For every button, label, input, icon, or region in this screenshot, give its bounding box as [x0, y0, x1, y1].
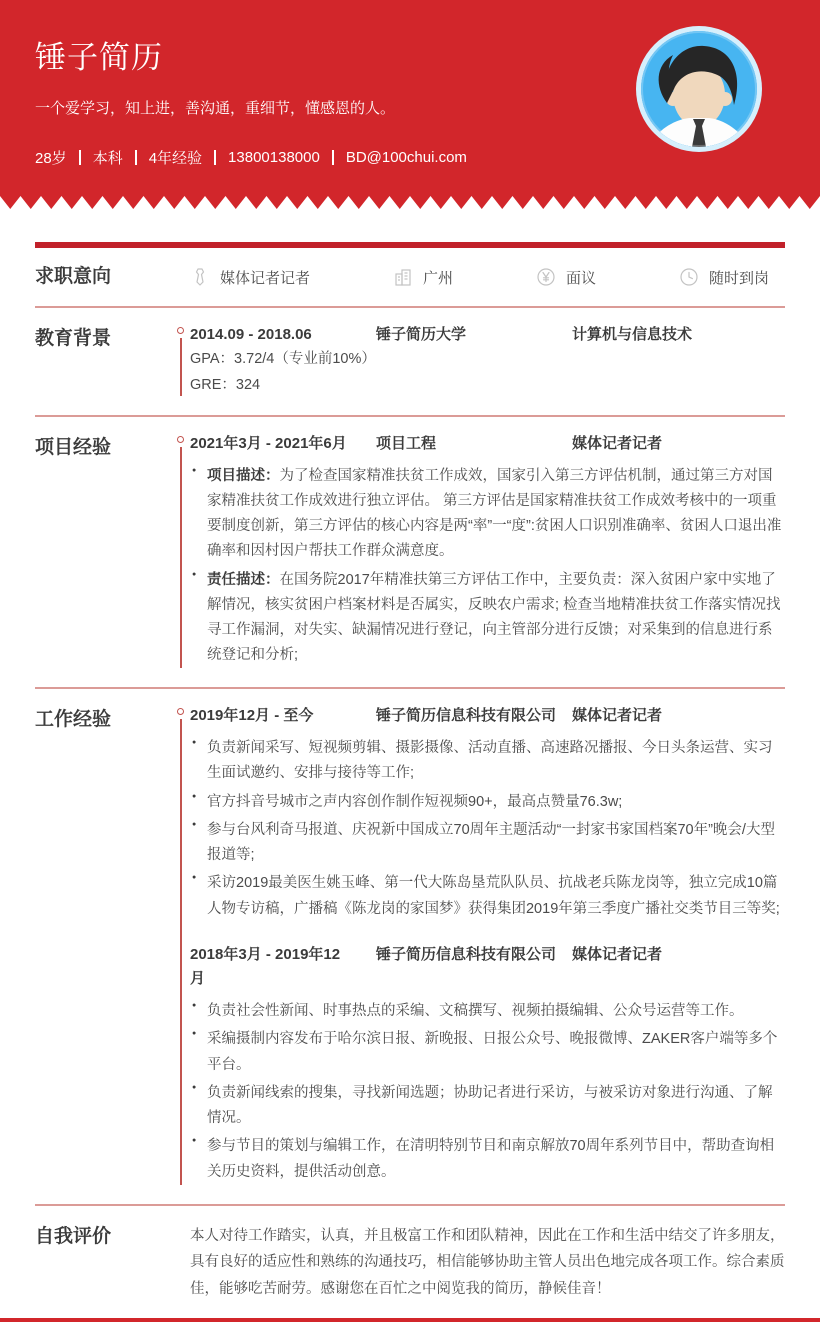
projects-content — [190, 432, 785, 672]
job-intention-items — [190, 267, 785, 288]
intention-city — [393, 267, 453, 288]
info-experience: 4年经验 — [148, 150, 203, 167]
project-name: 项目工程 — [376, 434, 437, 452]
candidate-name: 锤子简历 — [35, 40, 163, 75]
education-content — [190, 323, 785, 399]
info-email: BD@100chui.com — [345, 149, 467, 166]
bullet-text: 为了检查国家精准扶贫工作成效，国家引入第三方评估机制，通过第三方对国家精准扶贫工作成效进行独立评估。 第三方评估是国家精准扶贫工作成效考核中的一项重要制度创新，第三方评估的核心内容是两“率”一“度”:贫困人口识别准确率、贫困人口退出准确率和因村因户帮扶工作群众满意度。 — [207, 467, 782, 560]
self-evaluation-text: 本人对待工作踏实，认真，并且极富工作和团队精神，因此在工作和生活中结交了许多朋友，具有良好的适应性和熟练的沟通技巧，相信能够协助主管人员出色地完成各项工作。综合素质佳，能够吃苦耐劳。感谢您在百忙之中阅览我的简历，静候佳音！ — [190, 1227, 785, 1297]
section-title-job-intention: 求职意向 — [35, 266, 112, 287]
section-title-education: 教育背景 — [35, 327, 112, 349]
project-period: 2021年3月 - 2021年6月 — [190, 434, 347, 452]
work-role: 媒体记者记者 — [572, 945, 663, 963]
tie-icon — [190, 267, 210, 287]
education-entry — [190, 323, 785, 399]
section-title-projects: 项目经验 — [35, 436, 112, 458]
section-title-work: 工作经验 — [35, 709, 112, 731]
intention-salary — [536, 267, 596, 288]
resume-body — [0, 209, 820, 1318]
intention-availability — [679, 267, 769, 288]
self-evaluation-content — [190, 1221, 785, 1302]
work-bullet-list — [190, 999, 785, 1185]
intention-city-label: 广州 — [422, 269, 453, 287]
work-role: 媒体记者记者 — [572, 707, 663, 725]
work-bullet: ● 采编摄制内容发布于哈尔滨日报、新晚报、日报公众号、晚报微博、ZAKER客户端等多个平台。 — [207, 1027, 785, 1077]
section-work — [35, 689, 785, 1203]
candidate-tagline: 一个爱学习，知上进，善沟通，重细节，懂感恩的人。 — [35, 100, 396, 117]
zigzag-edge — [0, 196, 820, 209]
education-gpa: GPA：3.72/4（专业前10%） — [190, 351, 376, 368]
intention-position-label: 媒体记者记者 — [220, 269, 311, 287]
work-content — [190, 704, 785, 1187]
work-bullet: ● 参与台风利奇马报道、庆祝新中国成立70周年主题活动“一封家书家国档案70年”晚会/大型报道等; — [207, 818, 785, 868]
work-bullet-list — [190, 736, 785, 922]
education-school: 锤子简历大学 — [376, 325, 467, 343]
work-entry — [190, 943, 785, 1185]
header-text-block — [35, 26, 467, 168]
education-gre: GRE：324 — [190, 377, 261, 394]
resume-header — [0, 0, 820, 196]
info-age: 28岁 — [35, 150, 67, 167]
basic-info-row — [35, 147, 467, 168]
section-self-evaluation — [35, 1206, 785, 1318]
work-bullet: ● 官方抖音号城市之声内容创作制作短视频90+，最高点赞量76.3w; — [207, 790, 785, 815]
work-bullet: ● 负责社会性新闻、时事热点的采编、文稿撰写、视频拍摄编辑、公众号运营等工作。 — [207, 999, 785, 1024]
intention-availability-label: 随时到岗 — [708, 269, 769, 287]
info-separator — [332, 150, 334, 165]
work-bullet: ● 参与节目的策划与编辑工作，在清明特别节目和南京解放70周年系列节目中，帮助查询相关历史资料，提供活动创意。 — [207, 1134, 785, 1184]
info-separator — [214, 150, 216, 165]
work-bullet: ● 负责新闻线索的搜集，寻找新闻选题；协助记者进行采访，与被采访对象进行沟通、了解情况。 — [207, 1081, 785, 1131]
intention-salary-label: 面议 — [565, 269, 596, 287]
avatar-illustration-icon — [641, 31, 757, 147]
clock-icon — [679, 267, 699, 287]
work-entry — [190, 704, 785, 921]
work-period: 2018年3月 - 2019年12月 — [190, 945, 341, 988]
project-bullet — [207, 568, 785, 669]
project-role: 媒体记者记者 — [572, 434, 663, 452]
work-company: 锤子简历信息科技有限公司 — [376, 707, 557, 725]
info-separator — [79, 150, 81, 165]
work-bullet: ● 采访2019最美医生姚玉峰、第一代大陈岛垦荒队队员、抗战老兵陈龙岗等，独立完成10篇人物专访稿，广播稿《陈龙岗的家国梦》获得集团2019年第三季度广播社交类节目三等奖; — [207, 871, 785, 921]
project-bullet-list — [190, 464, 785, 669]
bullet-label: 责任描述： — [207, 571, 280, 588]
info-phone: 13800138000 — [228, 149, 320, 166]
bottom-accent-bar — [0, 1318, 820, 1322]
section-projects — [35, 417, 785, 688]
section-job-intention — [35, 248, 785, 306]
building-icon — [393, 267, 413, 287]
education-period: 2014.09 - 2018.06 — [190, 325, 312, 343]
bullet-text: 在国务院2017年精准扶第三方评估工作中，主要负责：深入贫困户家中实地了解情况，核实贫困户档案材料是否属实，反映农户需求; 检查当地精准扶贫工作落实情况找寻工作漏洞，对失实、缺漏情况进行登记，向主管部分进行反馈；对采集到的信息进行系统登记和分析; — [207, 571, 781, 664]
info-degree: 本科 — [92, 150, 123, 167]
section-education — [35, 308, 785, 415]
info-separator — [135, 150, 137, 165]
project-entry — [190, 432, 785, 669]
section-title-self-evaluation: 自我评价 — [35, 1225, 112, 1247]
bullet-label: 项目描述： — [207, 467, 280, 484]
education-major: 计算机与信息技术 — [572, 325, 693, 343]
intention-position — [190, 267, 310, 288]
avatar — [636, 26, 762, 152]
work-period: 2019年12月 - 至今 — [190, 707, 314, 725]
work-company: 锤子简历信息科技有限公司 — [376, 945, 557, 963]
project-bullet — [207, 464, 785, 565]
work-bullet: ● 负责新闻采写、短视频剪辑、摄影摄像、活动直播、高速路况播报、今日头条运营、实习生面试邀约、安排与接待等工作; — [207, 736, 785, 786]
salary-icon — [536, 267, 556, 287]
